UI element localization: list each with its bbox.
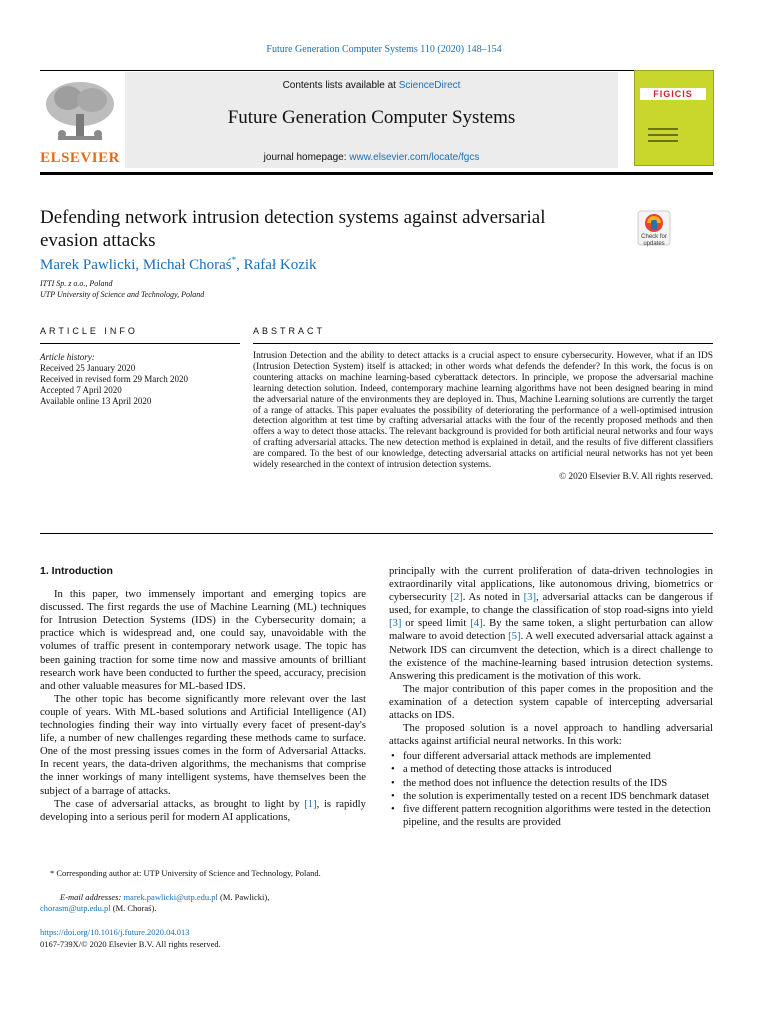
text-run: principally with the current proliferation of data-driven technologies in extraordinarily vital applications, like autonomous driving, biometrics or cybersecurity	[389, 565, 713, 604]
header-bottom-rule	[40, 172, 713, 175]
ref-link-3[interactable]: [3]	[523, 591, 537, 604]
text-run: The case of adversarial attacks, as brought to light by	[54, 797, 305, 810]
homepage-line	[125, 152, 618, 163]
email-link-1[interactable]: marek.pawlicki@utp.edu.pl	[123, 892, 218, 902]
journal-citation[interactable]: Future Generation Computer Systems 110 (2020) 148–154	[266, 44, 502, 55]
author-3[interactable]: Rafał Kozik	[243, 257, 317, 273]
abstract-bottom-rule	[40, 533, 713, 534]
ref-link-4[interactable]: [4]	[470, 617, 483, 630]
journal-title: Future Generation Computer Systems	[227, 107, 516, 128]
text-run: . As noted in	[462, 591, 524, 604]
author-sep: ,	[236, 257, 244, 273]
right-paragraph-2: The major contribution of this paper comes in the proposition and the examination of a detection system capable of intercepting adversarial attacks on IDS.	[389, 682, 713, 722]
list-item: • five different pattern recognition algorithms were tested in the detection pipeline, and the results are provided	[389, 803, 713, 829]
header-top-rule	[40, 70, 713, 71]
contents-line	[125, 80, 618, 91]
text-run: , is rapidly developing into a serious peril for modern AI applications,	[40, 797, 366, 823]
email-link-2[interactable]: chorasm@utp.edu.pl	[40, 903, 111, 913]
author-list	[40, 255, 640, 274]
doi-link[interactable]: https://doi.org/10.1016/j.future.2020.04.013	[40, 927, 190, 937]
abstract-copyright: © 2020 Elsevier B.V. All rights reserved.	[558, 471, 713, 482]
affiliation-1: ITTI Sp. z o.o., Poland	[40, 279, 113, 288]
history-label: Article history:	[40, 352, 95, 362]
issn-line: 0167-739X/© 2020 Elsevier B.V. All rights reserved.	[40, 939, 221, 949]
title-line-2: evasion attacks	[40, 230, 156, 251]
list-item: • the solution is experimentally tested on a recent IDS benchmark dataset	[389, 790, 713, 803]
article-info-heading: ARTICLE INFO	[40, 326, 138, 336]
list-item: • the method does not influence the detection results of the IDS	[389, 777, 713, 790]
history-item: Available online 13 April 2020	[40, 396, 152, 406]
ref-link-1[interactable]: [1]	[304, 797, 317, 810]
abstract-body	[253, 351, 713, 483]
list-item: • four different adversarial attack methods are implemented	[389, 750, 713, 763]
ref-link-5[interactable]: [5]	[508, 630, 521, 643]
ref-link-3b[interactable]: [3]	[389, 617, 402, 630]
author-2[interactable]: Michał Choraś	[142, 257, 232, 273]
abstract-rule	[253, 343, 713, 344]
right-paragraph-3: The proposed solution is a novel approach to handling adversarial attacks against artificial neural networks. In this work:	[389, 722, 713, 748]
history-item: Accepted 7 April 2020	[40, 385, 122, 395]
article-title	[40, 206, 620, 252]
contribution-list	[389, 750, 713, 829]
intro-heading: 1. Introduction	[40, 565, 113, 577]
homepage-link[interactable]: www.elsevier.com/locate/fgcs	[349, 152, 480, 163]
footnote-text: Corresponding author at: UTP University of Science and Technology, Poland.	[56, 868, 321, 878]
email-label: E-mail addresses:	[60, 892, 124, 902]
intro-paragraph-2: The other topic has become significantly more relevant over the last couple of years. With ML-based solutions and Artificial Intelligence (AI) technologies finding their way into virtually every facet of present-day's life, a number of new challenges regarding these methods came to surface. One of the most pressing issues comes in the form of Adversarial Attacks. In recent years, the data-driven algorithms, the mechanisms that comprise the inner workings of many intelligent systems, have themselves been the subject of a barrage of attacks.	[40, 692, 366, 797]
intro-paragraph-1: In this paper, two immensely important and emerging topics are discussed. The first regards the use of Machine Learning (ML) techniques for Intrusion Detection Systems (IDS) in the Cybersecurity domain; a practice which is widespread and, one could say, unavoidable with the volumes of traffic present in contemporary network usage. The topic has been gaining traction for some time now and massive amounts of brilliant research work have been conducted to further the speed, accuracy, precision and other valuable measures for ML-based IDS.	[40, 588, 366, 692]
text-run: , adversarial attacks can be dangerous if used, for example, to change the classification of stop road-signs into yield	[389, 591, 713, 617]
corresponding-mark[interactable]: *	[231, 255, 237, 265]
title-line-1: Defending network intrusion detection systems against adversarial	[40, 207, 546, 228]
article-info-rule	[40, 343, 240, 344]
text-run: . A well executed adversarial attack against a Network IDS can circumvent the detection, which is a direct challenge to the existence of the machine-learning based intrusion detection systems. Answering this predicament is the motivation of this work.	[389, 630, 713, 682]
intro-paragraph-3	[40, 798, 366, 824]
cover-decoration	[648, 128, 678, 146]
right-paragraph-1	[389, 565, 713, 683]
body-right-column	[389, 565, 713, 829]
abstract-text: Intrusion Detection and the ability to detect attacks is a crucial aspect to ensure cybersecurity. However, what if an IDS (Intrusion Detection System) itself is attacked; in other words what defends the defender? In this work, the focus is on countering attacks on machine learning-based cyberattack detectors. In principle, we propose the adversarial machine learning detection solution. Indeed, contemporary machine learning algorithms have not been designed bearing in mind the adversarial nature of the environments they are deployed in. Thus, Machine Learning solutions are currently the target of a range of attacks. This paper evaluates the possibility of deteriorating the performance of a well-optimised intrusion detection algorithm at test time by crafting adversarial attacks with the four of the recently proposed methods and then offers a way to detect those attacks. The relevant background is provided for both artificial neural networks and four ways of crafting adversarial attacks. The new detection method is explained in detail, and the results of five different classifiers are compared. To the best of our knowledge, detecting adversarial attacks on artificial neural networks has not yet been widely researched in the context of intrusion detection systems.	[253, 351, 713, 471]
body-left-column	[40, 565, 366, 824]
doi-block	[40, 926, 370, 950]
history-item: Received 25 January 2020	[40, 363, 136, 373]
corresponding-footnote	[40, 868, 370, 879]
publisher-name: ELSEVIER	[40, 150, 120, 166]
email-2-name: (M. Choraś).	[110, 903, 157, 913]
email-footnote-2	[40, 903, 370, 914]
article-history	[40, 352, 240, 407]
journal-cover[interactable]	[634, 70, 714, 166]
history-item: Received in revised form 29 March 2020	[40, 374, 188, 384]
email-footnote	[40, 892, 370, 903]
abstract-heading: ABSTRACT	[253, 326, 326, 336]
cover-title: FIGICIS	[640, 88, 706, 100]
author-1[interactable]: Marek Pawlicki	[40, 257, 136, 273]
check-for-updates-label[interactable]: Check for updates	[641, 234, 667, 247]
footnote-mark: *	[50, 868, 55, 878]
text-run: . By the same token, a slight perturbation can allow malware to avoid detection	[389, 617, 713, 643]
contents-prefix: Contents lists available at	[282, 80, 399, 91]
email-1-name: (M. Pawlicki),	[217, 892, 270, 902]
affiliation-2: UTP University of Science and Technology, Poland	[40, 290, 205, 299]
text-run: or speed limit	[401, 617, 471, 630]
list-item: • a method of detecting those attacks is introduced	[389, 763, 713, 776]
sciencedirect-link[interactable]: ScienceDirect	[398, 80, 461, 91]
author-sep: ,	[135, 257, 143, 273]
ref-link-2[interactable]: [2]	[450, 591, 463, 604]
homepage-prefix: journal homepage:	[263, 152, 350, 163]
